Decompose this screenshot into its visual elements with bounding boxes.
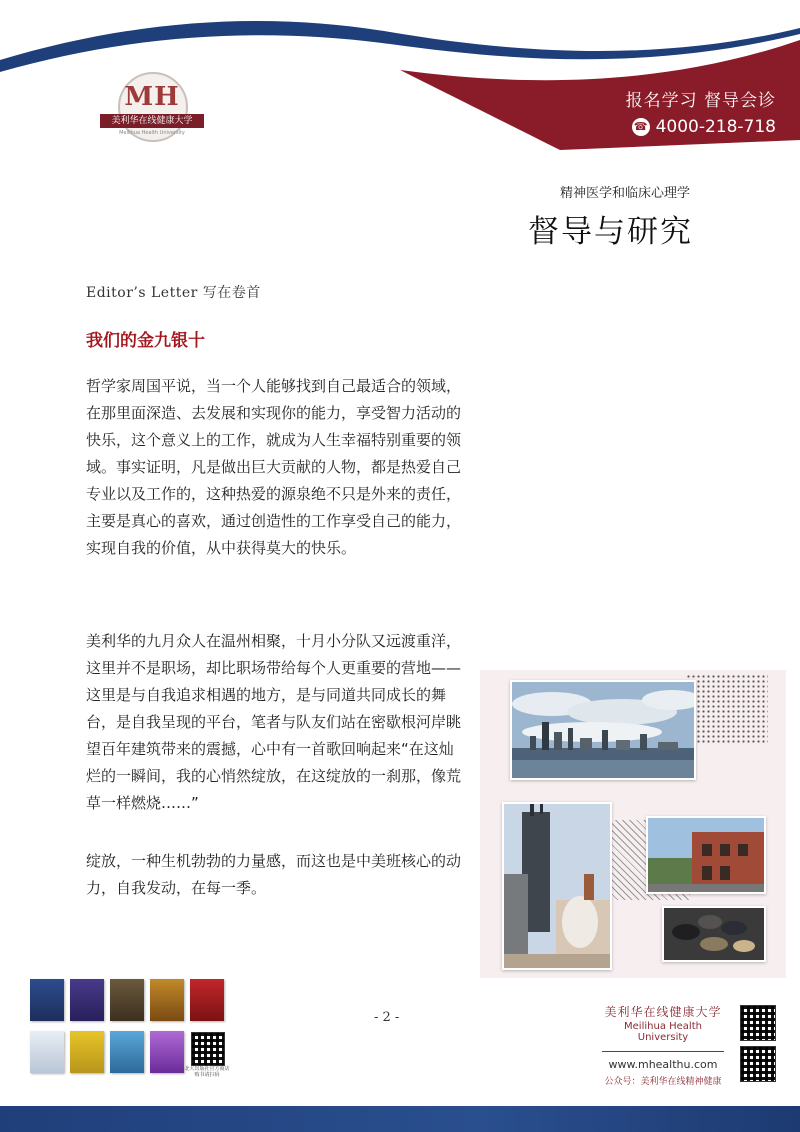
footer-brand-cn: 美利华在线健康大学 — [604, 1005, 722, 1019]
website-qr-code — [740, 1005, 776, 1041]
book-cover — [30, 1031, 64, 1073]
magazine-title: 督导与研究 — [528, 214, 693, 250]
footer-brand — [602, 1003, 724, 1087]
page-number: - 2 - — [374, 1010, 400, 1025]
book-cover — [70, 979, 104, 1021]
qr-caption: 北大出版社官方商店 购书请扫码 — [184, 1066, 230, 1078]
phone-number: 4000-218-718 — [655, 117, 776, 137]
book-cover — [110, 979, 144, 1021]
logo-english-name: Meilihua Health University — [119, 130, 185, 136]
photo-collage — [480, 670, 786, 978]
footer-brand-en: Meilihua Health University — [624, 1021, 702, 1043]
book-cover — [30, 979, 64, 1021]
book-cover — [150, 1031, 184, 1073]
footer-website-link[interactable]: www.mhealthu.com — [608, 1058, 718, 1071]
wechat-qr-code — [740, 1046, 776, 1082]
book-cover — [110, 1031, 144, 1073]
book-cover — [190, 979, 224, 1021]
header-phone[interactable] — [626, 117, 776, 137]
brick-building-photo — [646, 816, 766, 894]
university-logo — [100, 72, 204, 152]
header-contact — [626, 86, 776, 137]
article-paragraph: 绽放，一种生机勃勃的力量感，而这也是中美班核心的动力，自我发动，在每一季。 — [86, 852, 462, 897]
footer-divider — [602, 1051, 724, 1052]
footer-official-account: 公众号：美利华在线精神健康 — [604, 1077, 722, 1087]
magazine-subtitle: 精神医学和临床心理学 — [560, 186, 691, 201]
bookstore-qr-code — [191, 1032, 225, 1066]
tower-photo — [502, 802, 612, 970]
phone-icon: ☎ — [632, 118, 650, 136]
skyline-photo — [510, 680, 696, 780]
book-covers — [30, 975, 230, 1085]
article-paragraph: 哲学家周国平说，当一个人能够找到自己最适合的领域，在那里面深造、去发展和实现你的能力，享受智力活动的快乐，这个意义上的工作，就成为人生幸福特别重要的领域。事实证明，凡是做出巨大贡献的人物，都是热爱自己专业以及工作的，这种热爱的源泉绝不只是外来的责任，主要是真心的喜欢，通过创造性的工作享受自己的能力，实现自我的价值，从中获得莫大的快乐。 — [86, 377, 462, 557]
header-slogan: 报名学习 督导会诊 — [625, 91, 776, 111]
footer-bar — [0, 1106, 800, 1132]
book-cover — [150, 979, 184, 1021]
logo-monogram: MH — [124, 82, 180, 112]
article-paragraph: 美利华的九月众人在温州相聚，十月小分队又远渡重洋，这里并不是职场，却比职场带给每个人更重要的营地——这里是与自我追求相遇的地方，是与同道共同成长的舞台，是自我呈现的平台，笔者与队友们站在密歇根河岸眺望百年建筑带来的震撼，心中有一首歌回响起来“在这灿烂的一瞬间，我的心悄然绽放，在这绽放的一刹那，像荒草一样燃烧……” — [86, 632, 462, 812]
section-label: Editor’s Letter 写在卷首 — [86, 285, 261, 301]
shoes-photo — [662, 906, 766, 962]
article-title: 我们的金九银十 — [86, 331, 205, 351]
dot-pattern — [686, 674, 768, 744]
book-cover — [70, 1031, 104, 1073]
logo-ribbon: 美利华在线健康大学 — [100, 114, 204, 128]
